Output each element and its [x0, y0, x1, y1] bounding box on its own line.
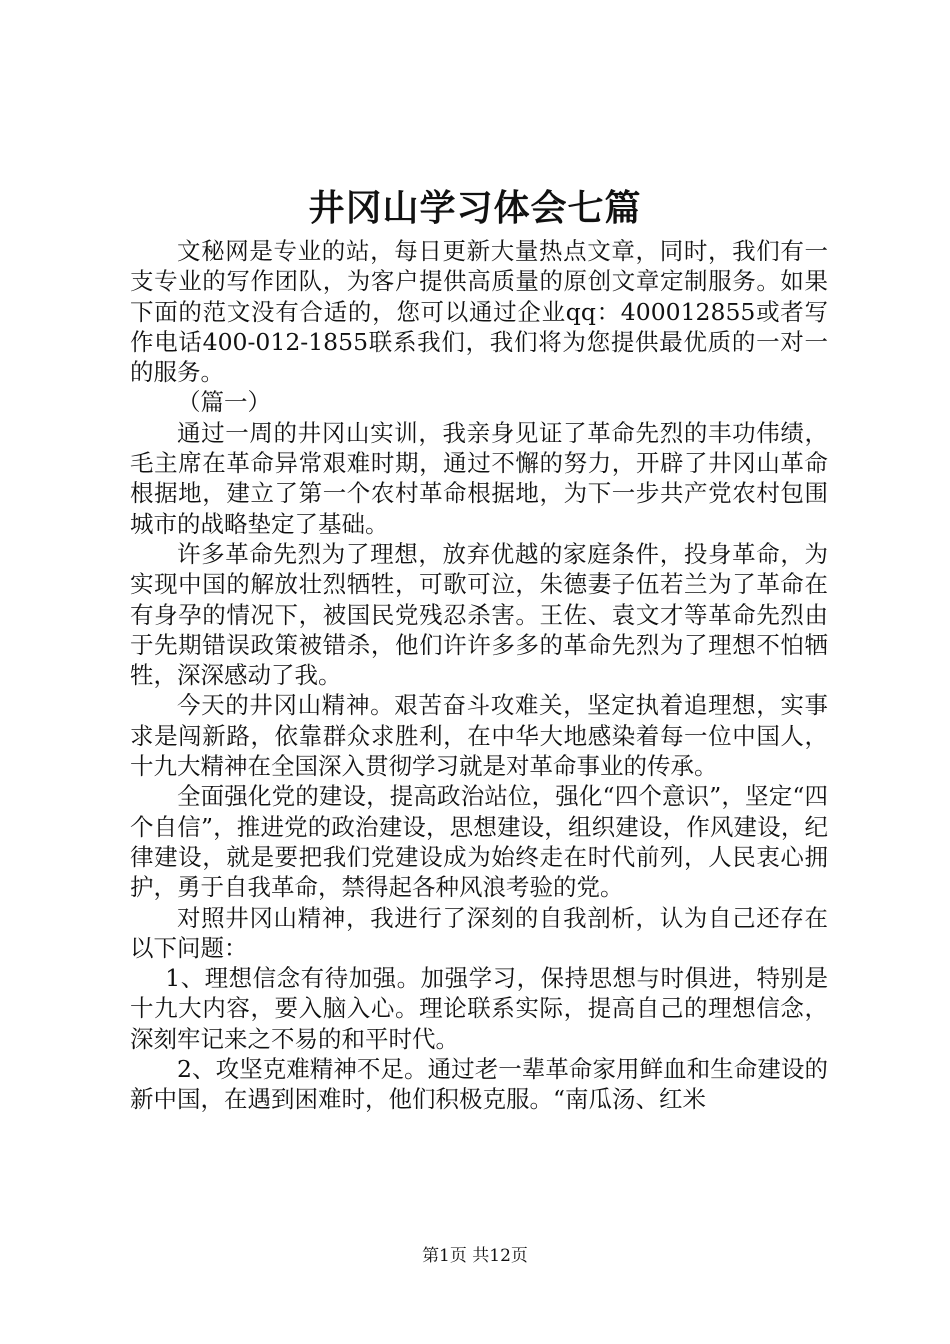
page-footer: 第1页 共12页	[422, 1246, 528, 1266]
body-paragraph: 今天的井冈山精神。艰苦奋斗攻难关，坚定执着追理想，实事求是闯新路，依靠群众求胜利，在中华大地感染着每一位中国人，十九大精神在全国深入贯彻学习就是对革命事业的传承。	[130, 691, 828, 781]
intro-paragraph: 文秘网是专业的站，每日更新大量热点文章，同时，我们有一支专业的写作团队，为客户提供高质量的原创文章定制服务。如果下面的范文没有合适的，您可以通过企业qq：400012855或者写作电话400-012-1855联系我们，我们将为您提供最优质的一对一的服务。	[130, 237, 828, 387]
body-paragraph: 全面强化党的建设，提高政治站位，强化“四个意识”，坚定“四个自信”，推进党的政治建设，思想建设，组织建设，作风建设，纪律建设，就是要把我们党建设成为始终走在时代前列，人民衷心拥护，勇于自我革命，禁得起各种风浪考验的党。	[130, 782, 828, 902]
section-heading: （篇一）	[177, 388, 271, 417]
body-paragraph: 许多革命先烈为了理想，放弃优越的家庭条件，投身革命，为实现中国的解放壮烈牺牲，可歌可泣，朱德妻子伍若兰为了革命在有身孕的情况下，被国民党残忍杀害。王佐、袁文才等革命先烈由于先期错误政策被错杀，他们许许多多的革命先烈为了理想不怕牺牲，深深感动了我。	[130, 539, 828, 690]
body-paragraph: 通过一周的井冈山实训，我亲身见证了革命先烈的丰功伟绩，毛主席在革命异常艰难时期，通过不懈的努力，开辟了井冈山革命根据地，建立了第一个农村革命根据地，为下一步共产党农村包围城市的战略垫定了基础。	[130, 418, 828, 538]
body-paragraph: 对照井冈山精神，我进行了深刻的自我剖析，认为自己还存在以下问题：	[130, 903, 828, 962]
list-item: 2、攻坚克难精神不足。通过老一辈革命家用鲜血和生命建设的新中国，在遇到困难时，他们积极克服。“南瓜汤、红米	[130, 1055, 828, 1114]
document-body	[130, 236, 828, 1115]
document-title: 井冈山学习体会七篇	[308, 187, 642, 229]
list-item: 1、理想信念有待加强。加强学习，保持思想与时俱进，特别是十九大内容，要入脑入心。理论联系实际，提高自己的理想信念，深刻牢记来之不易的和平时代。	[130, 964, 828, 1053]
